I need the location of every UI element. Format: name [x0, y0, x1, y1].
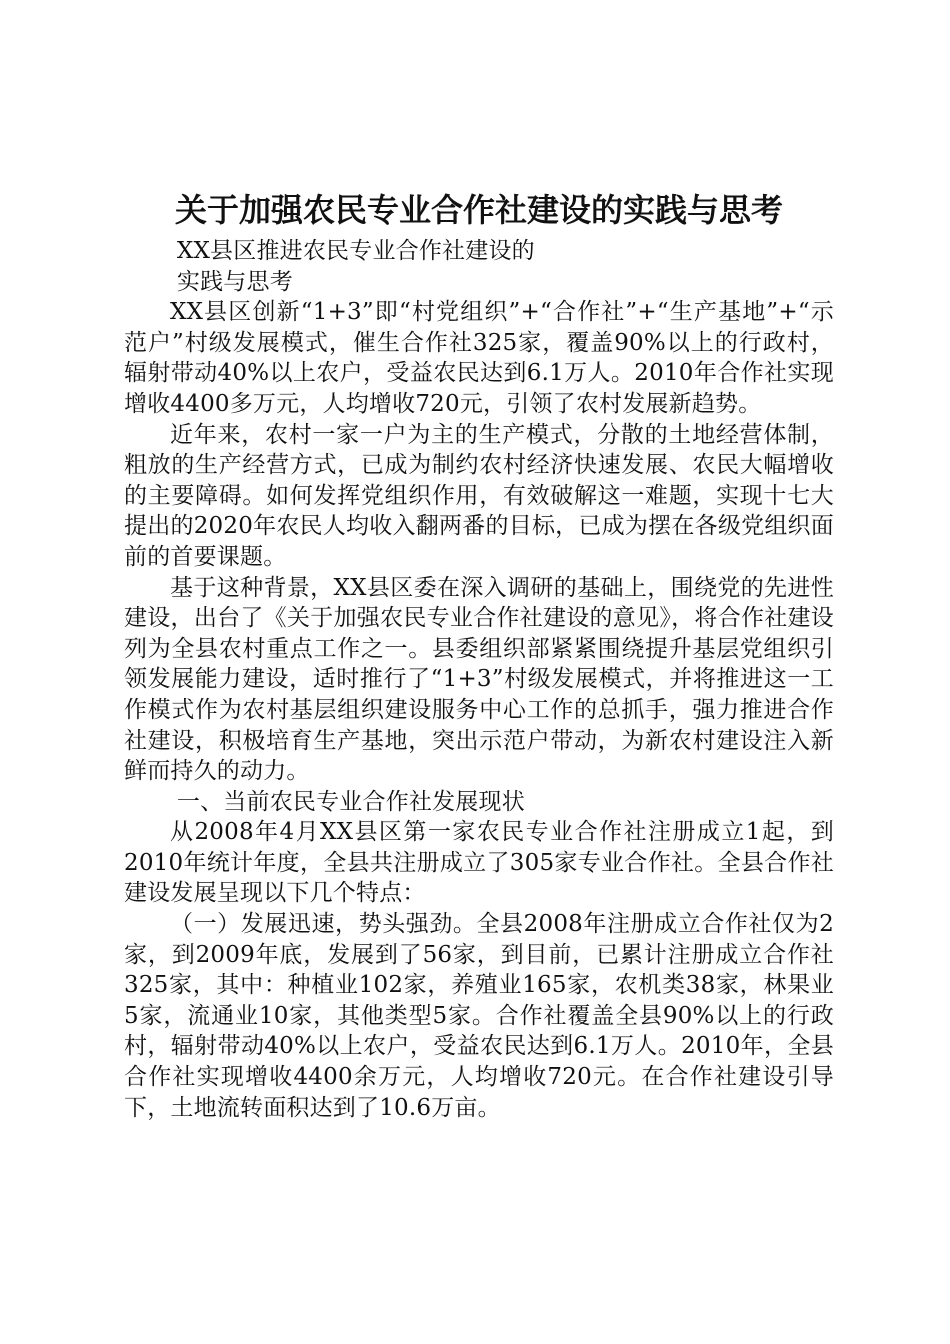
paragraph-feature-1: （一）发展迅速，势头强劲。全县2008年注册成立合作社仅为2家，到2009年底，发展到了56家，到目前，已累计注册成立合作社325家，其中：种植业102家，养殖业165家，农机类38家，林果业5家，流通业10家，其他类型5家。合作社覆盖全县90%以上的行政村，辐射带动40%以上农户，受益农民达到6.1万人。2010年，全县合作社实现增收4400余万元，人均增收720元。在合作社建设引导下，土地流转面积达到了10.6万亩。	[124, 911, 834, 1121]
subtitle-line-1: XX县区推进农民专业合作社建设的	[176, 238, 535, 264]
paragraph-intro: XX县区创新“1+3”即“村党组织”+“合作社”+“生产基地”+“示范户”村级发展模式，催生合作社325家，覆盖90%以上的行政村，辐射带动40%以上农户，受益农民达到6.1万人。2010年合作社实现增收4400多万元，人均增收720元，引领了农村发展新趋势。	[124, 299, 834, 417]
subtitle-line-2: 实践与思考	[176, 268, 293, 295]
paragraph-policy: 基于这种背景，XX县区委在深入调研的基础上，围绕党的先进性建设，出台了《关于加强农民专业合作社建设的意见》，将合作社建设列为全县农村重点工作之一。县委组织部紧紧围绕提升基层党组织引领发展能力建设，适时推行了“1+3”村级发展模式，并将推进这一工作模式作为农村基层组织建设服务中心工作的总抓手，强力推进合作社建设，积极培育生产基地，突出示范户带动，为新农村建设注入新鲜而持久的动力。	[124, 574, 834, 785]
document-body	[124, 236, 834, 1123]
section-heading-1: 一、当前农民专业合作社发展现状	[176, 788, 525, 815]
paragraph-status: 从2008年4月XX县区第一家农民专业合作社注册成立1起，到2010年统计年度，全县共注册成立了305家专业合作社。全县合作社建设发展呈现以下几个特点：	[124, 819, 834, 907]
paragraph-background: 近年来，农村一家一户为主的生产模式，分散的土地经营体制，粗放的生产经营方式，已成为制约农村经济快速发展、农民大幅增收的主要障碍。如何发挥党组织作用，有效破解这一难题，实现十七大提出的2020年农民人均收入翻两番的目标，已成为摆在各级党组织面前的首要课题。	[124, 421, 834, 570]
document-title: 关于加强农民专业合作社建设的实践与思考	[174, 191, 783, 229]
